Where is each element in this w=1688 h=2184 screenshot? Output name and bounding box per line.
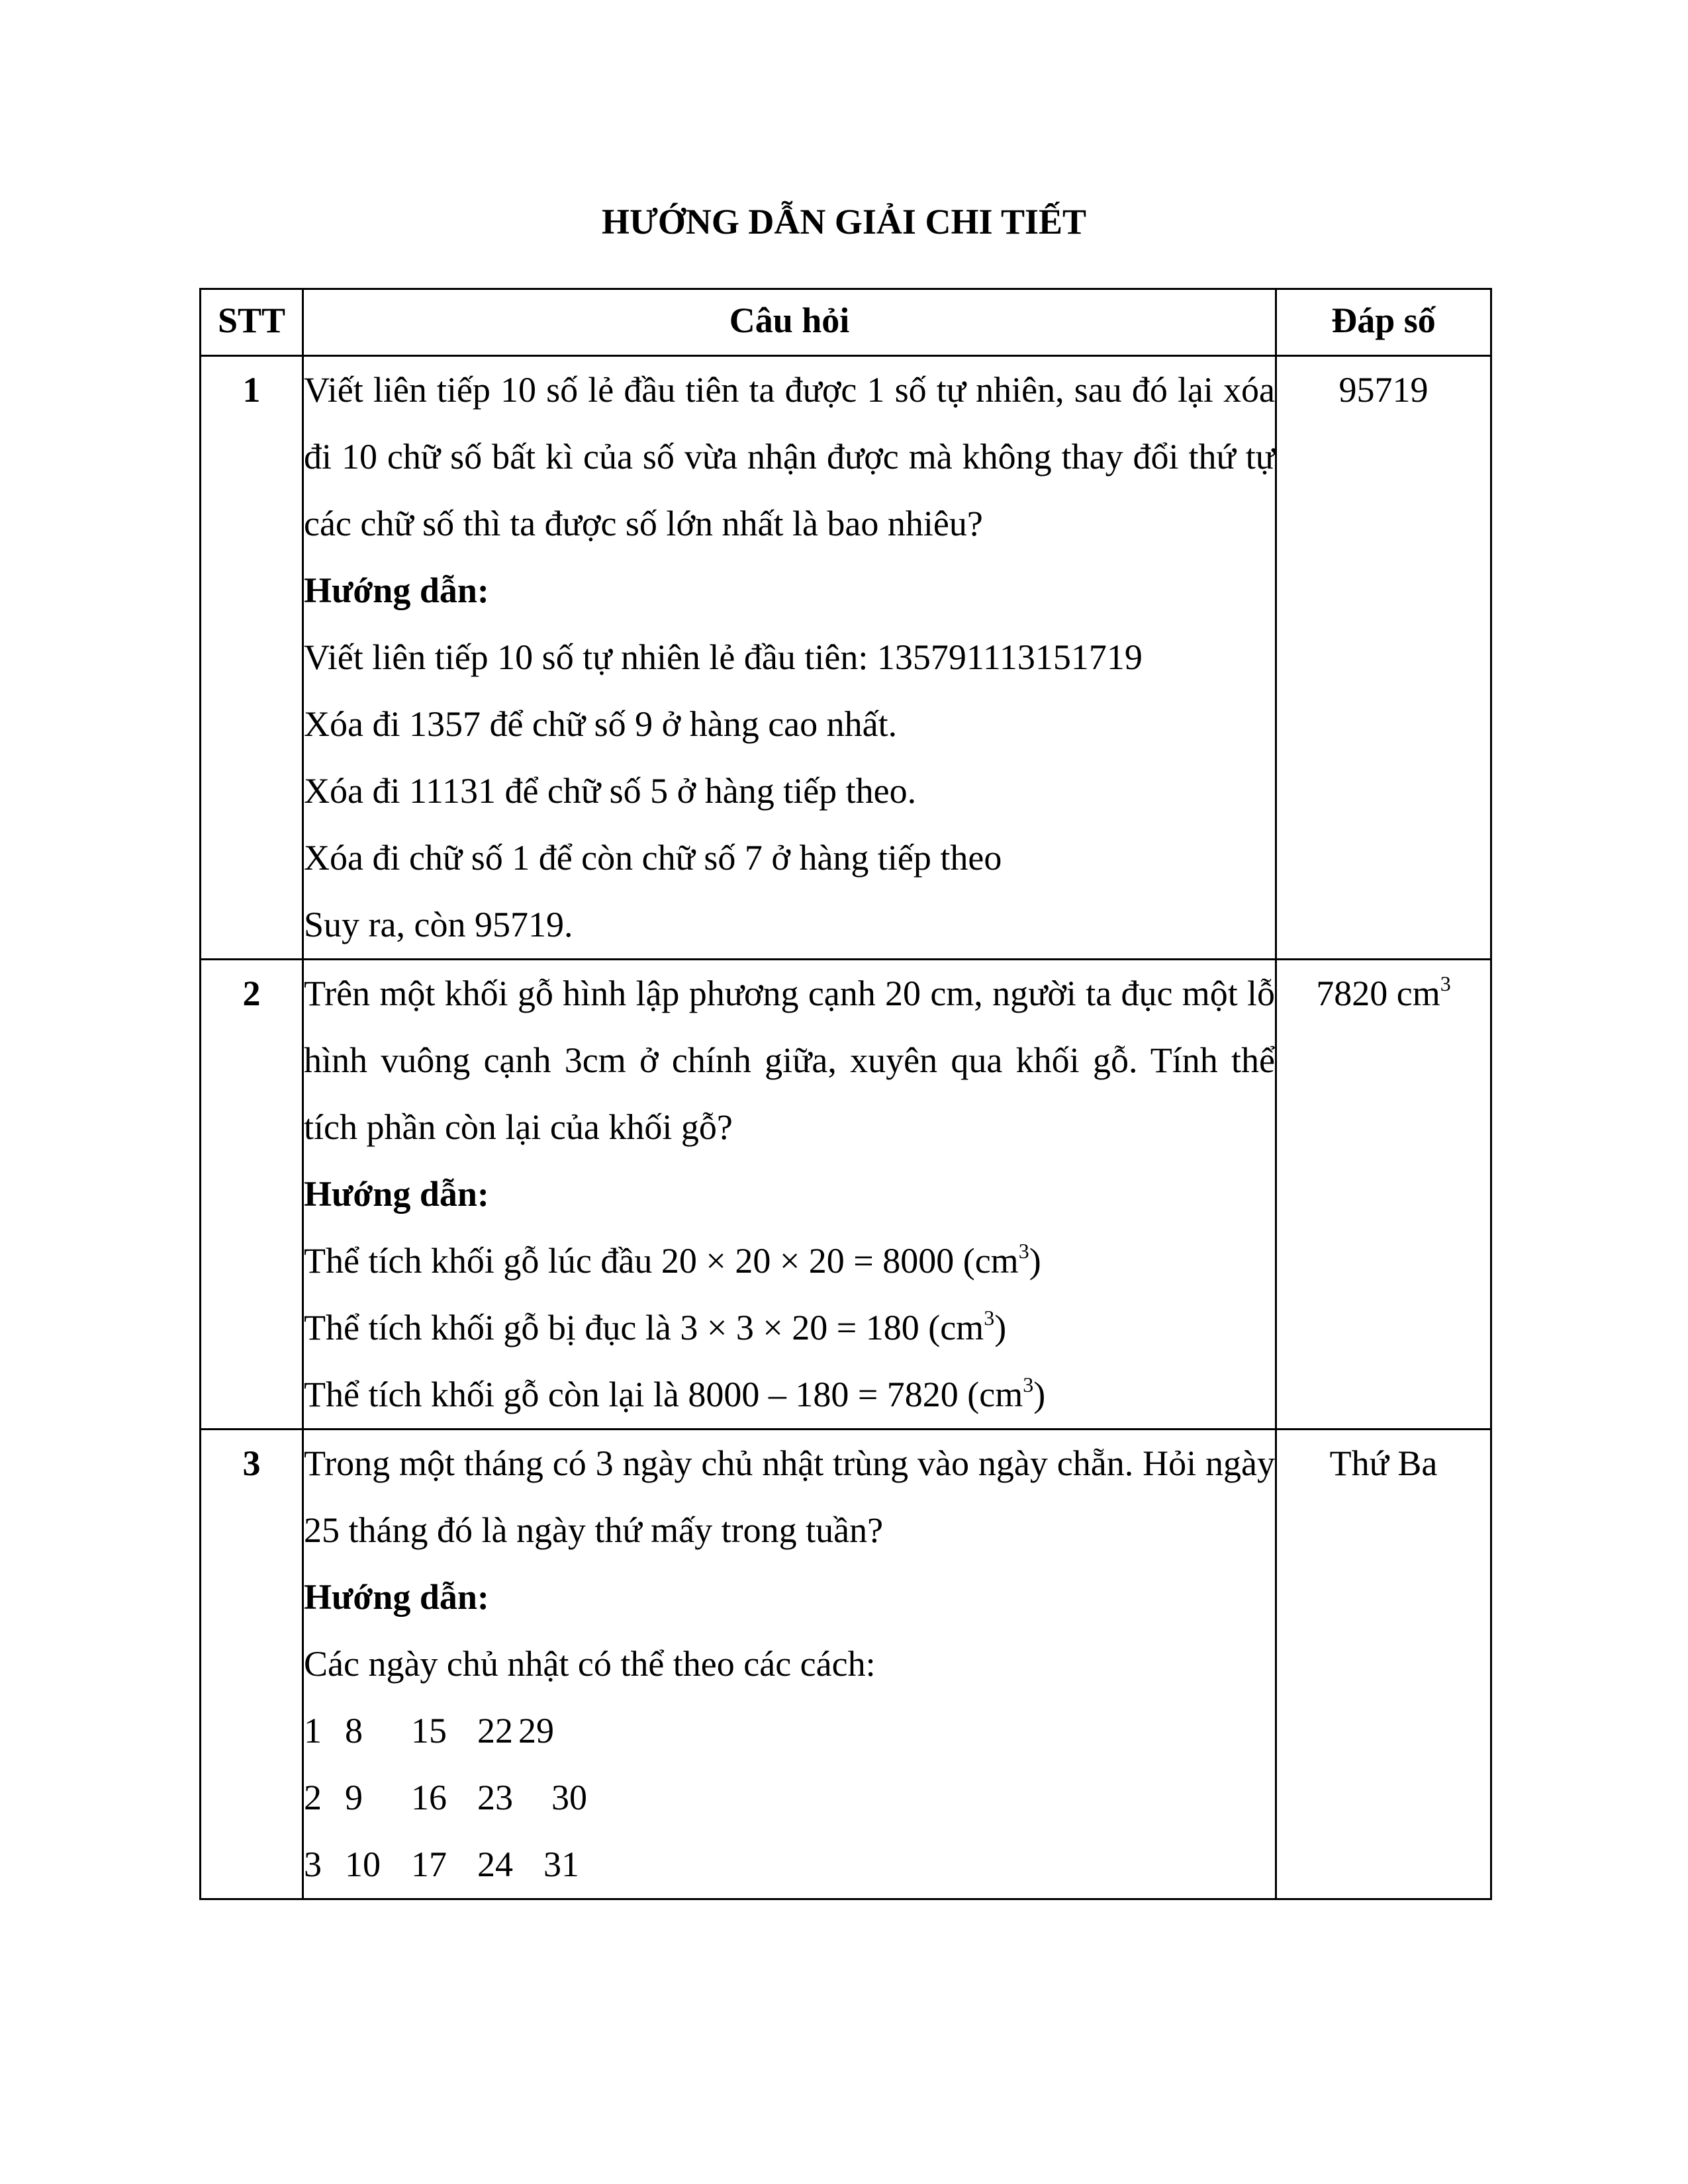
guide-label: Hướng dẫn: [304,1577,489,1617]
row-number: 2 [201,960,303,1430]
guide-line: Xóa đi 11131 để chữ số 5 ở hàng tiếp theo. [304,771,917,811]
guide-line: Viết liên tiếp 10 số tự nhiên lẻ đầu tiên: 135791113151719 [304,637,1143,677]
answer-cell: Thứ Ba [1276,1430,1491,1899]
guide-label: Hướng dẫn: [304,570,489,610]
guide-line: Các ngày chủ nhật có thể theo các cách: [304,1644,876,1684]
guide-line: Thể tích khối gỗ lúc đầu 20 × 20 × 20 = 8000 $(cm^3)$ [304,1239,1041,1281]
table-row [201,356,1491,960]
guide-line: Thể tích khối gỗ còn lại là 8000 – 180 = 7820 $(cm^3)$ [304,1373,1046,1414]
table-row [201,1430,1491,1899]
question-cell [303,356,1276,960]
table-row [201,960,1491,1430]
row-number: 1 [201,356,303,960]
row-number: 3 [201,1430,303,1899]
question-cell [303,1430,1276,1899]
header-question: Câu hỏi [303,289,1276,356]
answer-cell: 95719 [1276,356,1491,960]
question-text: Trong một tháng có 3 ngày chủ nhật trùng vào ngày chẵn. Hỏi ngày 25 tháng đó là ngày thứ mấy trong tuần? [304,1443,1275,1550]
guide-line: Xóa đi chữ số 1 để còn chữ số 7 ở hàng tiếp theo [304,838,1002,878]
answer-cell: 7820 $cm^3$ [1276,960,1491,1430]
guide-label: Hướng dẫn: [304,1174,489,1214]
question-text: Trên một khối gỗ hình lập phương cạnh 20 cm, người ta đục một lỗ hình vuông cạnh 3cm ở chính giữa, xuyên qua khối gỗ. Tính thể tích phần còn lại của khối gỗ? [304,974,1275,1147]
sunday-sequence: 3 10 17 24 31 [304,1844,579,1884]
guide-line: Suy ra, còn 95719. [304,905,573,944]
sunday-sequence: 2 9 16 23 30 [304,1778,587,1817]
guide-line: Xóa đi 1357 để chữ số 9 ở hàng cao nhất. [304,704,898,744]
question-cell [303,960,1276,1430]
guide-line: Thể tích khối gỗ bị đục là 3 × 3 × 20 = 180 $(cm^3)$ [304,1306,1007,1347]
sunday-sequence: 1 8 15 22 29 [304,1711,554,1751]
page-title: HƯỚNG DẪN GIẢI CHI TIẾT [601,202,1087,242]
table-header-row [201,289,1491,356]
solution-table [199,288,1492,1900]
question-text: Viết liên tiếp 10 số lẻ đầu tiên ta được 1 số tự nhiên, sau đó lại xóa đi 10 chữ số bất kì của số vừa nhận được mà không thay đổi thứ tự các chữ số thì ta được số lớn nhất là bao nhiêu? [304,370,1275,543]
header-stt: STT [201,289,303,356]
header-answer: Đáp số [1276,289,1491,356]
